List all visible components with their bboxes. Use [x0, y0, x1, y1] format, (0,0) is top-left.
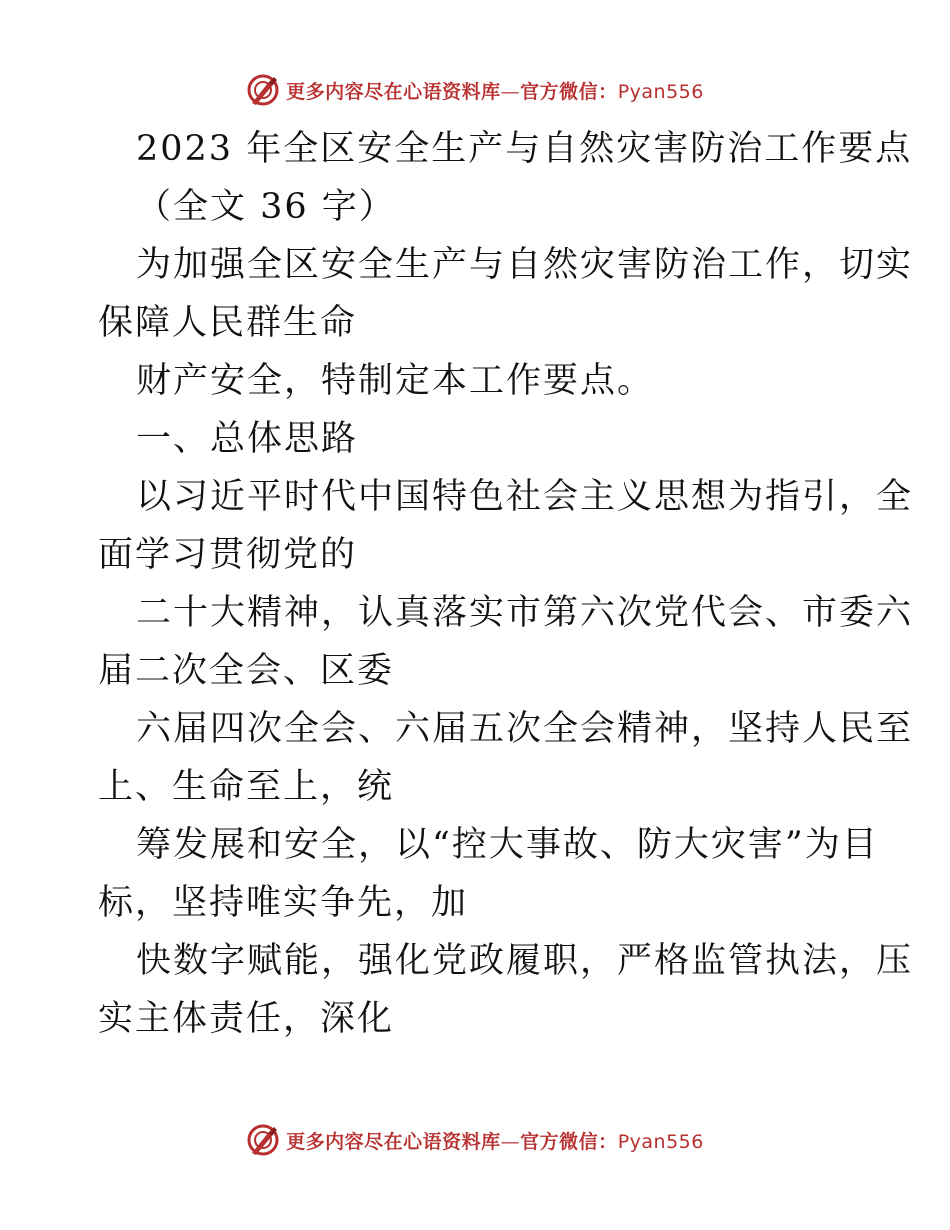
pen-logo-icon [246, 73, 280, 107]
document-lines [98, 236, 914, 1048]
paragraph-line: 标，坚持唯实争先，加 [98, 883, 469, 923]
banner-separator: — [500, 80, 521, 103]
document-subtitle: （全文 36 字） [136, 187, 396, 227]
paragraph-line: 快数字赋能，强化党政履职，严格监管执法，压 [136, 941, 914, 981]
banner-content [246, 1123, 704, 1157]
paragraph-line: 保障人民群生命 [98, 303, 358, 343]
header-banner [0, 70, 950, 110]
paragraph-line: 一、总体思路 [136, 419, 359, 459]
banner-content [246, 73, 704, 107]
footer-banner [0, 1120, 950, 1160]
paragraph-line: 筹发展和安全，以“控大事故、防大灾害”为目 [136, 825, 879, 865]
paragraph-line: 届二次全会、区委 [98, 651, 395, 691]
banner-main-text: 更多内容尽在心语资料库 [286, 80, 501, 103]
pen-logo-icon [246, 1123, 280, 1157]
banner-main-text: 更多内容尽在心语资料库 [286, 1130, 501, 1153]
paragraph-line: 实主体责任，深化 [98, 999, 395, 1039]
banner-wechat-label: 官方微信： [520, 80, 618, 103]
paragraph-line: 财产安全，特制定本工作要点。 [136, 361, 655, 401]
banner-text [286, 77, 704, 104]
banner-wechat-id: Pyan556 [617, 80, 704, 103]
paragraph-line: 六届四次全会、六届五次全会精神，坚持人民至 [136, 709, 914, 749]
document-body [98, 120, 914, 1048]
banner-wechat-id: Pyan556 [617, 1130, 704, 1153]
paragraph-line: 为加强全区安全生产与自然灾害防治工作，切实 [136, 245, 914, 285]
paragraph-line: 上、生命至上，统 [98, 767, 395, 807]
document-title: 2023 年全区安全生产与自然灾害防治工作要点 [136, 129, 913, 169]
banner-separator: — [500, 1130, 521, 1153]
paragraph-line: 二十大精神，认真落实市第六次党代会、市委六 [136, 593, 914, 633]
paragraph-line: 以习近平时代中国特色社会主义思想为指引，全 [136, 477, 914, 517]
banner-text [286, 1127, 704, 1154]
banner-wechat-label: 官方微信： [520, 1130, 618, 1153]
paragraph-line: 面学习贯彻党的 [98, 535, 358, 575]
